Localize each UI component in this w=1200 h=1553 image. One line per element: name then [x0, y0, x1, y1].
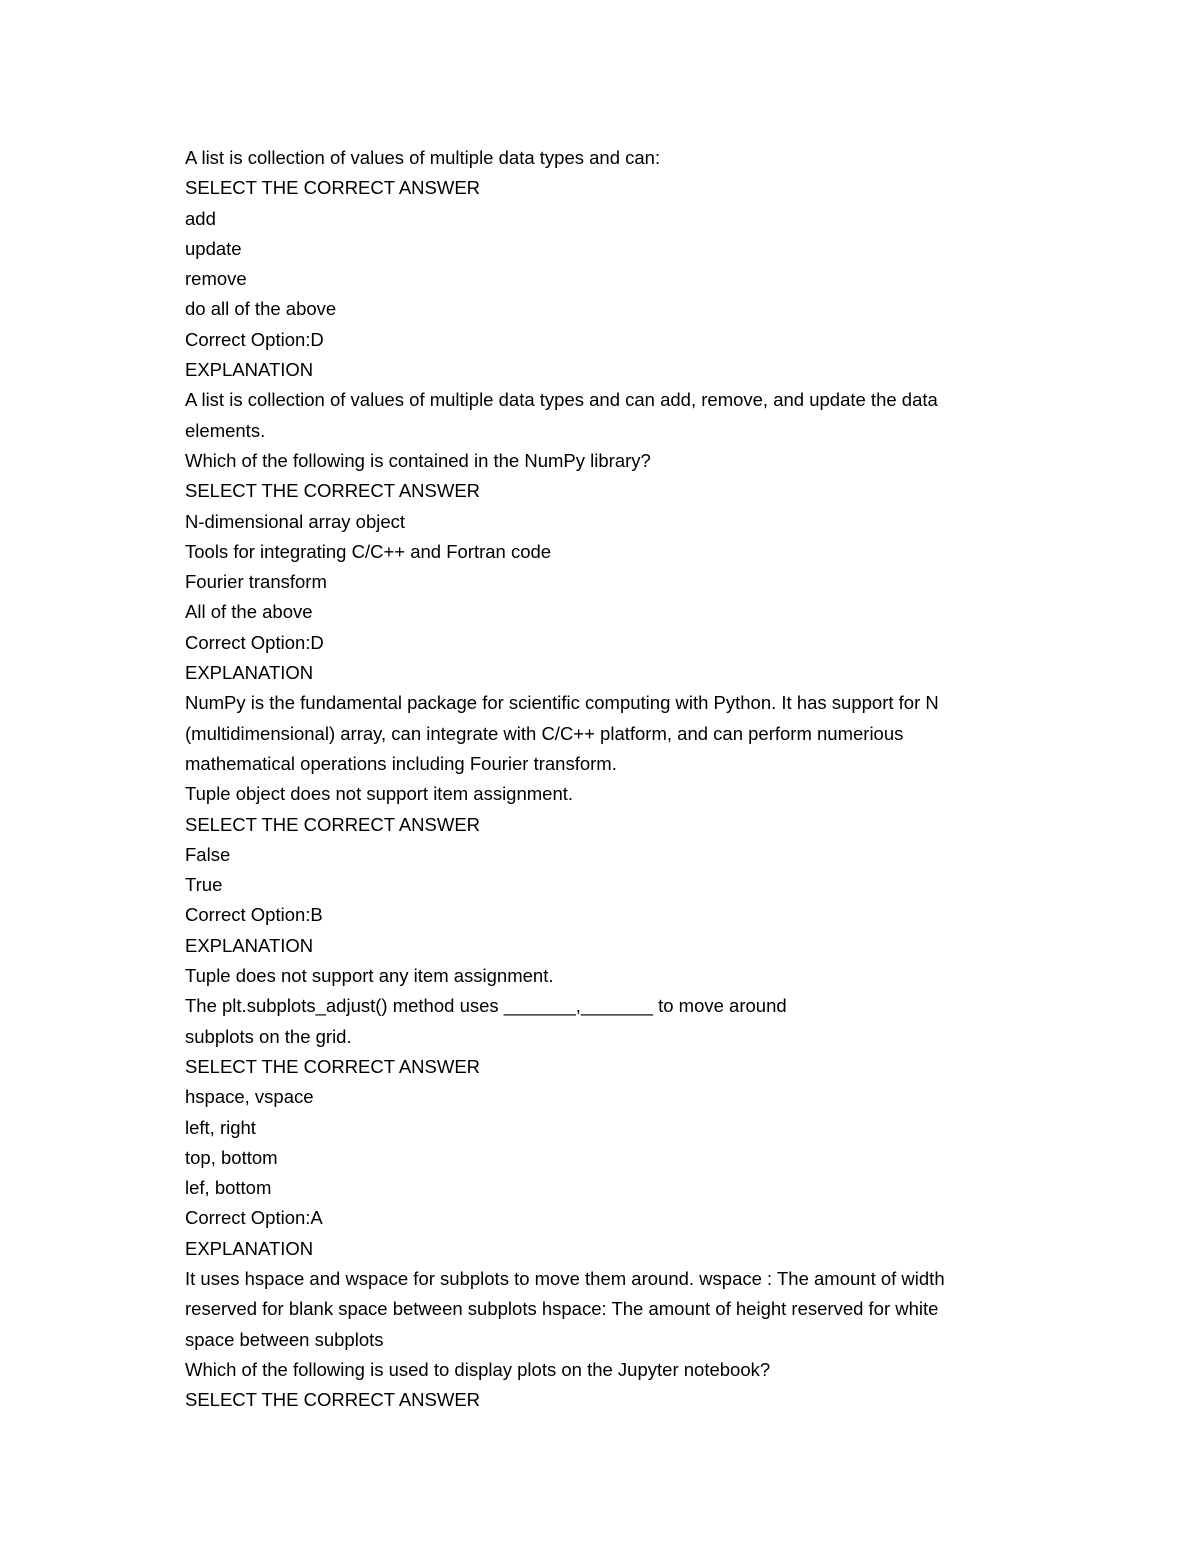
question-2-option-b: Tools for integrating C/C++ and Fortran code	[185, 540, 552, 562]
question-4-text-line-2: subplots on the grid.	[185, 1025, 352, 1047]
question-4-explanation-line-3: space between subplots	[185, 1328, 384, 1350]
question-2-correct-option: Correct Option:D	[185, 631, 324, 653]
question-1-option-c: remove	[185, 268, 247, 290]
question-3-text: Tuple object does not support item assignment.	[185, 783, 574, 805]
question-1-correct-option: Correct Option:D	[185, 328, 324, 350]
question-2-explanation-line-3: mathematical operations including Fourier transform.	[185, 752, 617, 774]
question-4-option-d: lef, bottom	[185, 1177, 272, 1199]
question-2-option-c: Fourier transform	[185, 571, 327, 593]
question-3-option-a: False	[185, 843, 231, 865]
question-3-option-b: True	[185, 874, 223, 896]
question-4-option-b: left, right	[185, 1116, 256, 1138]
question-3-explanation-line-1: Tuple does not support any item assignment.	[185, 965, 554, 987]
question-2-option-d: All of the above	[185, 601, 313, 623]
question-4-explanation-line-1: It uses hspace and wspace for subplots to move them around. wspace : The amount of width	[185, 1267, 945, 1289]
question-1-option-a: add	[185, 207, 216, 229]
question-4-instruction: SELECT THE CORRECT ANSWER	[185, 1055, 481, 1077]
document-body	[185, 143, 1015, 1415]
question-3-explanation-heading: EXPLANATION	[185, 934, 314, 956]
question-4-correct-option: Correct Option:A	[185, 1207, 323, 1229]
question-4-explanation-line-2: reserved for blank space between subplots hspace: The amount of height reserved for white	[185, 1298, 939, 1320]
question-1-text: A list is collection of values of multiple data types and can:	[185, 147, 661, 168]
question-1-explanation-line-2: elements.	[185, 419, 266, 441]
question-4-option-c: top, bottom	[185, 1146, 278, 1168]
question-4-explanation-heading: EXPLANATION	[185, 1237, 314, 1259]
question-4-text-line-1: The plt.subplots_adjust() method uses _______,_______ to move around	[185, 995, 787, 1017]
question-1-instruction: SELECT THE CORRECT ANSWER	[185, 177, 481, 199]
question-2-instruction: SELECT THE CORRECT ANSWER	[185, 480, 481, 502]
question-2-explanation-line-2: (multidimensional) array, can integrate with C/C++ platform, and can perform numerious	[185, 722, 904, 744]
question-2-explanation-heading: EXPLANATION	[185, 662, 314, 684]
question-2-option-a: N-dimensional array object	[185, 510, 406, 532]
question-1-option-d: do all of the above	[185, 298, 337, 320]
question-1-explanation-heading: EXPLANATION	[185, 359, 314, 381]
question-5-text: Which of the following is used to display plots on the Jupyter notebook?	[185, 1358, 771, 1380]
question-4-option-a: hspace, vspace	[185, 1086, 314, 1108]
question-2-explanation-line-1: NumPy is the fundamental package for scientific computing with Python. It has support for N	[185, 692, 939, 714]
question-3-correct-option: Correct Option:B	[185, 904, 323, 926]
question-2-text: Which of the following is contained in the NumPy library?	[185, 449, 651, 471]
question-1-option-b: update	[185, 237, 242, 259]
question-5-instruction: SELECT THE CORRECT ANSWER	[185, 1389, 481, 1411]
question-3-instruction: SELECT THE CORRECT ANSWER	[185, 813, 481, 835]
question-1-explanation-line-1: A list is collection of values of multiple data types and can add, remove, and update the data	[185, 389, 938, 411]
